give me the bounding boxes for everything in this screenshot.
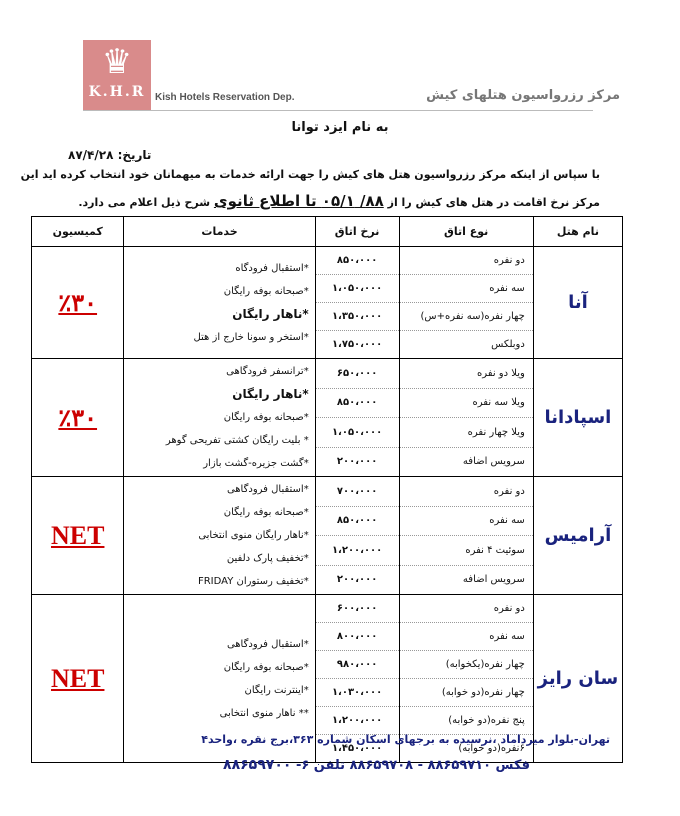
room-type: سه نفره <box>399 623 533 651</box>
room-type: ویلا دو نفره <box>399 359 533 389</box>
table-row <box>32 595 623 623</box>
table-header-row <box>32 217 623 247</box>
intro-line-2 <box>78 192 600 210</box>
room-rate: ۱،۰۳۰،۰۰۰ <box>315 679 399 707</box>
room-type: چهار نفره(سه نفره+س) <box>399 303 533 331</box>
room-rate: ۱،۰۵۰،۰۰۰ <box>315 275 399 303</box>
room-rate: ۷۰۰،۰۰۰ <box>315 477 399 507</box>
phone-label: تلفن ۶- <box>295 758 346 773</box>
room-rate: ۱،۰۵۰،۰۰۰ <box>315 418 399 448</box>
commission-value: ٪۳۰ <box>58 288 98 317</box>
khr-logo <box>83 40 151 110</box>
intro-line-2-start: مرکز نرخ اقامت در هتل های کیش را از <box>387 196 600 209</box>
service-item: *ناهار رایگان <box>232 306 309 321</box>
service-item: *ترانسفر فرودگاهی <box>226 366 309 377</box>
room-type: سوئیت ۴ نفره <box>399 536 533 566</box>
room-type: ۶نفره(دو خوابه) <box>399 735 533 763</box>
center-name: مرکز رزرواسیون هتلهای کیش <box>426 88 620 103</box>
commission-cell <box>32 247 124 359</box>
room-type: دو نفره <box>399 595 533 623</box>
room-type: ویلا سه نفره <box>399 388 533 418</box>
service-item: *اینترنت رایگان <box>244 684 309 696</box>
room-type: دوبلکس <box>399 331 533 359</box>
service-item: *استقبال فرودگاهی <box>226 484 309 495</box>
service-item: *استقبال فرودگاه <box>235 262 309 274</box>
commission-cell <box>32 477 124 595</box>
intro-date-range: ۸۸/ ۰۵/۱ تا اطلاع ثانوی <box>213 192 384 210</box>
room-rate: ۲۰۰،۰۰۰ <box>315 565 399 595</box>
service-item: *صبحانه بوفه رایگان <box>223 285 309 297</box>
room-rate: ۸۵۰،۰۰۰ <box>315 506 399 536</box>
commission-cell <box>32 595 124 763</box>
commission-cell <box>32 359 124 477</box>
intro-line-1: با سپاس از اینکه مرکز رزرواسیون هتل های کیش را جهت ارائه خدمات به میهمانان خود انتخاب کرده اید این <box>20 168 600 181</box>
table-row <box>32 359 623 389</box>
services-list <box>124 359 315 477</box>
service-item: *استقبال فرودگاهی <box>226 638 309 650</box>
commission-value: ٪۳۰ <box>58 403 98 432</box>
room-rate: ۱،۷۵۰،۰۰۰ <box>315 331 399 359</box>
room-rate: ۶۰۰،۰۰۰ <box>315 595 399 623</box>
service-item: *صبحانه بوفه رایگان <box>223 661 309 673</box>
service-item: * بلیت رایگان کشتی تفریحی گوهر <box>165 435 309 446</box>
service-item: *تخفیف پارک دلفین <box>226 553 309 564</box>
service-item: *ناهار رایگان منوی انتخابی <box>198 530 309 541</box>
rates-table <box>31 216 623 763</box>
phone-number-2: ۸۸۶۵۹۷۰۸ <box>349 758 414 773</box>
service-item: *گشت جزیره-گشت بازار <box>203 458 309 469</box>
crown-icon: ♛ <box>101 42 133 82</box>
header-room-type: نوع اتاق <box>399 217 533 247</box>
service-item: *صبحانه بوفه رایگان <box>223 412 309 423</box>
room-type: ویلا چهار نفره <box>399 418 533 448</box>
hotel-name: آرامیس <box>533 477 622 595</box>
header-room-rate: نرخ اتاق <box>315 217 399 247</box>
service-item: *ناهار رایگان <box>232 387 309 401</box>
service-item: *استخر و سونا خارج از هتل <box>193 331 309 343</box>
rates-body <box>32 247 623 763</box>
hotel-name: آنا <box>533 247 622 359</box>
room-rate: ۱،۳۵۰،۰۰۰ <box>315 303 399 331</box>
intro-line-2-end: شرح ذیل اعلام می دارد. <box>78 196 211 209</box>
header-hotel: نام هتل <box>533 217 622 247</box>
header-commission: کمیسیون <box>32 217 124 247</box>
commission-value: NET <box>50 663 105 693</box>
fax-number: ۸۸۶۵۹۷۱۰ - <box>417 758 492 773</box>
room-type: چهار نفره(یکخوابه) <box>399 651 533 679</box>
table-row <box>32 477 623 507</box>
room-type: چهار نفره(دو خوابه) <box>399 679 533 707</box>
commission-value: NET <box>50 520 105 550</box>
room-type: سرویس اضافه <box>399 565 533 595</box>
service-item: *تخفیف رستوران FRIDAY <box>197 576 309 587</box>
room-rate: ۸۵۰،۰۰۰ <box>315 388 399 418</box>
fax-label: فکس <box>495 758 530 773</box>
service-item: *صبحانه بوفه رایگان <box>223 507 309 518</box>
service-item: ** ناهار منوی انتخابی <box>219 707 309 719</box>
table-row <box>32 247 623 275</box>
logo-text: K.H.R <box>88 84 146 100</box>
room-rate: ۱،۴۵۰،۰۰۰ <box>315 735 399 763</box>
document-title: به نام ایزد توانا <box>291 120 389 135</box>
services-list <box>124 477 315 595</box>
contact-numbers <box>223 757 530 773</box>
room-rate: ۱،۲۰۰،۰۰۰ <box>315 536 399 566</box>
room-type: دو نفره <box>399 477 533 507</box>
room-rate: ۸۰۰،۰۰۰ <box>315 623 399 651</box>
room-rate: ۸۵۰،۰۰۰ <box>315 247 399 275</box>
hotel-name: سان رایز <box>533 595 622 763</box>
room-type: سه نفره <box>399 275 533 303</box>
room-type: دو نفره <box>399 247 533 275</box>
hotel-name: اسپادانا <box>533 359 622 477</box>
department-name: Kish Hotels Reservation Dep. <box>155 92 295 103</box>
room-rate: ۹۸۰،۰۰۰ <box>315 651 399 679</box>
room-type: سرویس اضافه <box>399 447 533 477</box>
header-services: خدمات <box>124 217 315 247</box>
room-type: سه نفره <box>399 506 533 536</box>
room-rate: ۱،۲۰۰،۰۰۰ <box>315 707 399 735</box>
phone-number-main: ۸۸۶۵۹۷۰۰ <box>223 757 292 773</box>
room-type: پنج نفره(دو خوابه) <box>399 707 533 735</box>
services-list <box>124 247 315 359</box>
room-rate: ۶۵۰،۰۰۰ <box>315 359 399 389</box>
address: تهران-بلوار میرداماد ،نرسیده به برجهای اسکان شماره ۳۶۳،برج نقره ،واحد۴ <box>201 733 610 746</box>
header-rule <box>83 110 593 111</box>
document-date: تاریخ: ۸۷/۴/۲۸ <box>68 148 152 162</box>
room-rate: ۲۰۰،۰۰۰ <box>315 447 399 477</box>
